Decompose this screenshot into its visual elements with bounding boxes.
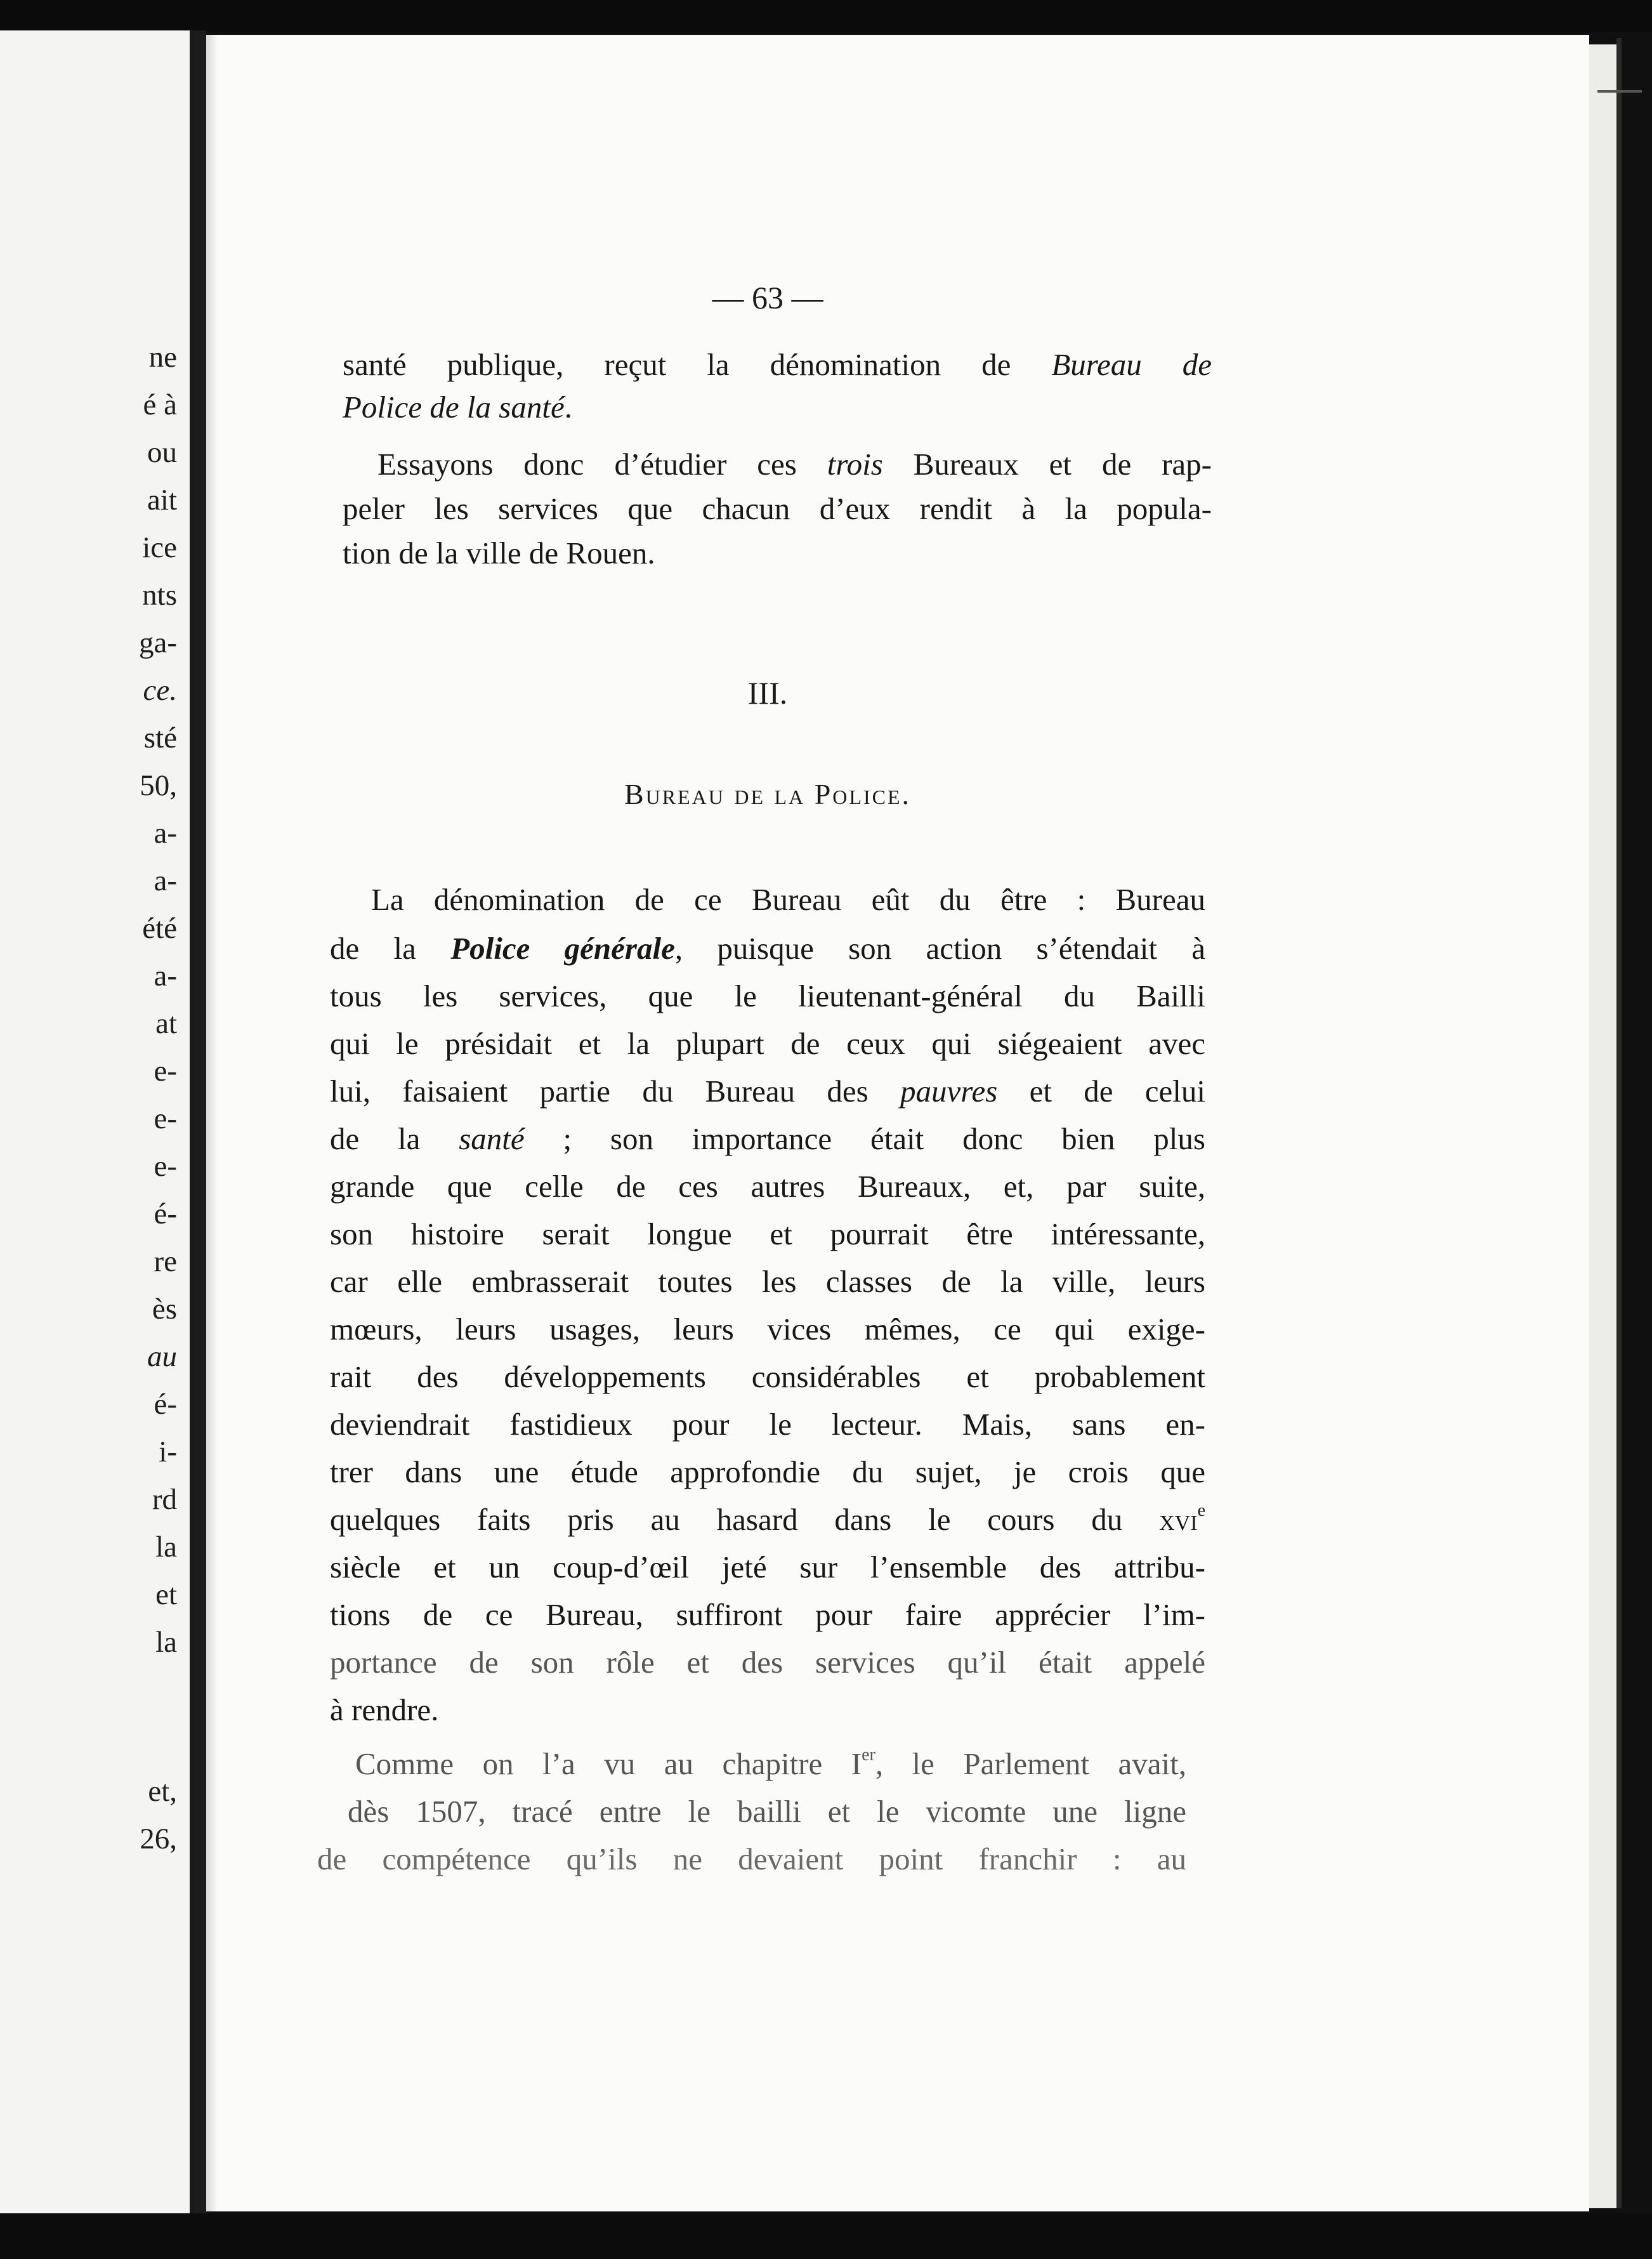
text-line: mœurs, leurs usages, leurs vices mêmes, ce qui exige-: [330, 1312, 1205, 1347]
text-line: peler les services que chacun d’eux rendit à la popula-: [343, 491, 1212, 526]
left-fragment: a-: [154, 817, 177, 850]
left-facing-page: [0, 30, 193, 2213]
page-edge-line: [1616, 38, 1622, 2208]
left-fragment: ga-: [138, 626, 177, 659]
text-line: lui, faisaient partie du Bureau des pauvres et de celui: [330, 1074, 1205, 1109]
text-line: de la santé ; son importance était donc bien plus: [330, 1121, 1205, 1156]
left-fragment: 50,: [140, 769, 177, 802]
left-fragment: i-: [159, 1435, 177, 1468]
text-line: portance de son rôle et des services qu’il était appelé: [330, 1645, 1205, 1680]
page-edge-mark: [1597, 90, 1642, 93]
gutter-shadow: [206, 35, 218, 2211]
left-fragment: été: [142, 912, 177, 945]
text-line: rait des développements considérables et probablement: [330, 1359, 1205, 1394]
text-line: à rendre.: [330, 1692, 439, 1727]
left-fragment: a-: [154, 864, 177, 897]
left-fragment: sté: [143, 721, 177, 754]
left-fragment: e-: [154, 1102, 177, 1135]
left-fragment: a-: [154, 959, 177, 992]
text-line: tous les services, que le lieutenant-général du Bailli: [330, 978, 1205, 1013]
left-fragment: é-: [154, 1197, 177, 1230]
left-fragment: at: [155, 1007, 177, 1040]
text-line: de compétence qu’ils ne devaient point franchir : au: [317, 1841, 1186, 1876]
text-line: de la Police générale, puisque son action s’étendait à: [330, 931, 1205, 966]
left-fragment: ce.: [143, 674, 177, 707]
scan-bottom-border: [0, 2213, 1652, 2259]
text-line: siècle et un coup-d’œil jeté sur l’ensemble des attribu-: [330, 1550, 1205, 1584]
text-line: La dénomination de ce Bureau eût du être : Bureau: [371, 882, 1205, 917]
text-line: Comme on l’a vu au chapitre Ier, le Parlement avait,: [355, 1745, 1186, 1781]
section-number: III.: [747, 675, 788, 711]
text-line: quelques faits pris au hasard dans le cours du xvi$^e$: [330, 1501, 1205, 1537]
left-fragment: re: [154, 1245, 177, 1278]
page-edge-strip: [1589, 44, 1618, 2208]
left-fragment: ou: [147, 436, 177, 469]
text-line: qui le présidait et la plupart de ceux qui siégeaient avec: [330, 1026, 1205, 1061]
left-fragment: la: [155, 1531, 177, 1564]
left-fragment: la: [155, 1626, 177, 1659]
text-line: trer dans une étude approfondie du sujet, je crois que: [330, 1454, 1205, 1489]
left-fragment: et: [155, 1578, 177, 1611]
left-fragment: é-: [154, 1388, 177, 1421]
left-fragment: 26,: [140, 1822, 177, 1855]
left-fragment: ne: [148, 341, 177, 374]
left-fragment: e-: [154, 1055, 177, 1088]
scan-top-border: [0, 0, 1652, 32]
text-line: tions de ce Bureau, suffiront pour faire apprécier l’im-: [330, 1597, 1205, 1632]
text-line: tion de la ville de Rouen.: [343, 536, 655, 570]
page-number: — 63 —: [712, 280, 823, 315]
text-line: deviendrait fastidieux pour le lecteur. Mais, sans en-: [330, 1407, 1205, 1442]
left-fragment: ait: [147, 484, 177, 517]
text-line: son histoire serait longue et pourrait être intéressante,: [330, 1216, 1205, 1251]
left-fragment: rd: [152, 1483, 177, 1516]
text-line: Police de la santé.: [343, 390, 572, 425]
section-title: Bureau de la Police.: [624, 778, 911, 810]
text-line: Essayons donc d’étudier ces trois Bureaux et de rap-: [377, 447, 1212, 482]
left-fragment: nts: [142, 579, 177, 612]
left-fragment: e-: [154, 1150, 177, 1183]
text-line: car elle embrasserait toutes les classes de la ville, leurs: [330, 1264, 1205, 1299]
text-line: dès 1507, tracé entre le bailli et le vicomte une ligne: [348, 1794, 1186, 1829]
left-fragment: au: [147, 1340, 177, 1373]
left-fragment: é à: [143, 388, 177, 421]
text-line: santé publique, reçut la dénomination de Bureau de: [343, 347, 1212, 382]
left-fragment: et,: [148, 1775, 177, 1808]
text-line: grande que celle de ces autres Bureaux, et, par suite,: [330, 1169, 1205, 1204]
left-fragment: ice: [142, 531, 177, 564]
book-gutter: [193, 30, 206, 2213]
left-fragment: ès: [152, 1293, 177, 1326]
